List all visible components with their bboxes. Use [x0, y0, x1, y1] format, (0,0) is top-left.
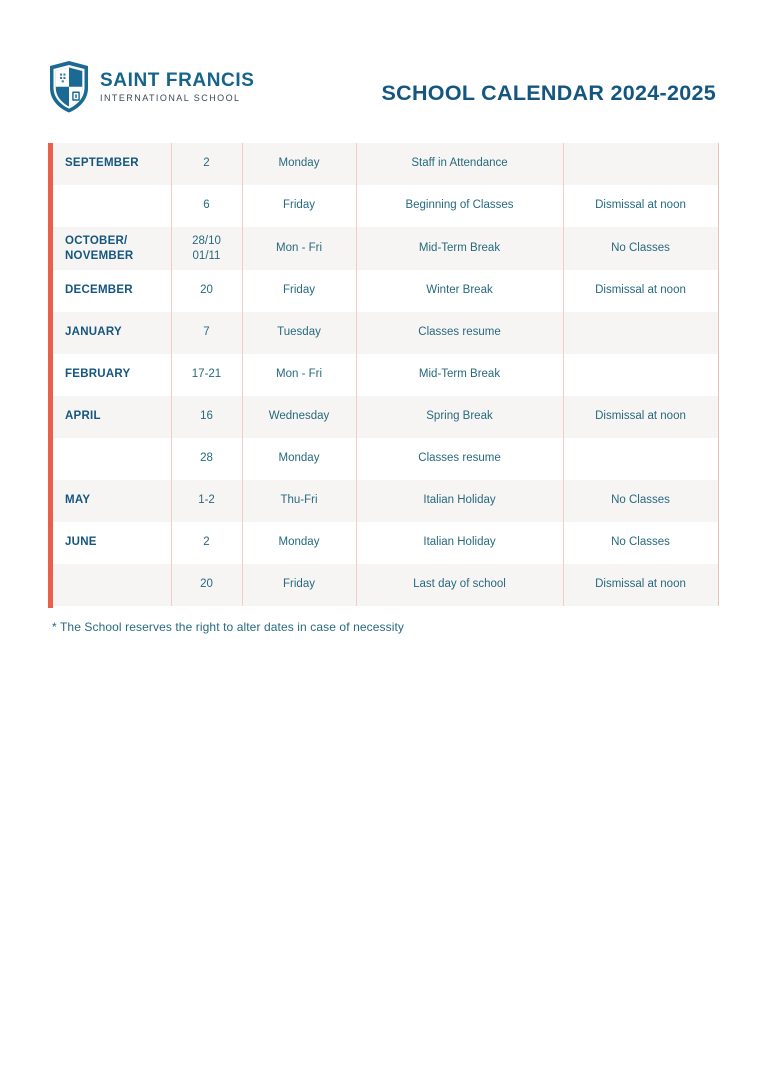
cell-note: No Classes [563, 227, 718, 270]
cell-event: Mid-Term Break [356, 227, 563, 270]
table-row [48, 438, 718, 480]
cell-month: DECEMBER [48, 270, 171, 312]
brand-name: SAINT FRANCIS [100, 69, 255, 91]
table-row [48, 185, 718, 227]
cell-month: APRIL [48, 396, 171, 438]
page-header [0, 0, 768, 135]
cell-date-line1: 28/10 [192, 234, 221, 247]
cell-month-line2: NOVEMBER [65, 249, 134, 262]
cell-note: No Classes [563, 480, 718, 522]
cell-note: Dismissal at noon [563, 185, 718, 227]
cell-note: Dismissal at noon [563, 396, 718, 438]
cell-date: 20 [171, 270, 242, 312]
cell-event: Beginning of Classes [356, 185, 563, 227]
cell-date: 7 [171, 312, 242, 354]
cell-month-line1: OCTOBER/ [65, 234, 128, 247]
cell-day: Thu-Fri [242, 480, 356, 522]
table-row [48, 312, 718, 354]
cell-event: Classes resume [356, 438, 563, 480]
cell-month [48, 185, 171, 227]
cell-date [171, 227, 242, 270]
table-row [48, 480, 718, 522]
cell-note [563, 312, 718, 354]
cell-note [563, 438, 718, 480]
cell-day: Friday [242, 564, 356, 606]
cell-event: Italian Holiday [356, 480, 563, 522]
cell-event: Mid-Term Break [356, 354, 563, 396]
cell-event: Winter Break [356, 270, 563, 312]
table-row [48, 522, 718, 564]
cell-date: 2 [171, 143, 242, 185]
cell-date: 6 [171, 185, 242, 227]
cell-date: 1-2 [171, 480, 242, 522]
cell-month [48, 564, 171, 606]
cell-event: Staff in Attendance [356, 143, 563, 185]
cell-month: SEPTEMBER [48, 143, 171, 185]
table-row [48, 143, 718, 185]
cell-note: Dismissal at noon [563, 564, 718, 606]
cell-month: JANUARY [48, 312, 171, 354]
calendar-table [48, 143, 719, 606]
cell-day: Wednesday [242, 396, 356, 438]
cell-month [48, 438, 171, 480]
cell-note [563, 354, 718, 396]
table-row [48, 564, 718, 606]
table-row [48, 227, 718, 270]
brand-lockup [48, 60, 255, 114]
cell-day: Friday [242, 270, 356, 312]
table-row [48, 270, 718, 312]
footnote-text: * The School reserves the right to alter dates in case of necessity [52, 620, 404, 634]
cell-day: Tuesday [242, 312, 356, 354]
cell-date: 17-21 [171, 354, 242, 396]
cell-date: 28 [171, 438, 242, 480]
cell-note: Dismissal at noon [563, 270, 718, 312]
cell-date: 20 [171, 564, 242, 606]
cell-note: No Classes [563, 522, 718, 564]
cell-month: FEBRUARY [48, 354, 171, 396]
table-accent-bar [48, 143, 53, 608]
cell-note [563, 143, 718, 185]
table-row [48, 396, 718, 438]
page-title: SCHOOL CALENDAR 2024-2025 [381, 81, 716, 105]
cell-month: MAY [48, 480, 171, 522]
cell-event: Last day of school [356, 564, 563, 606]
cell-event: Italian Holiday [356, 522, 563, 564]
cell-day: Monday [242, 438, 356, 480]
cell-date-line2: 01/11 [192, 249, 221, 262]
cell-event: Spring Break [356, 396, 563, 438]
cell-day: Monday [242, 143, 356, 185]
calendar-table-body [48, 143, 718, 606]
cell-date: 16 [171, 396, 242, 438]
cell-day: Friday [242, 185, 356, 227]
cell-day: Mon - Fri [242, 227, 356, 270]
cell-day: Monday [242, 522, 356, 564]
shield-crest-icon [48, 60, 90, 114]
table-row [48, 354, 718, 396]
cell-date: 2 [171, 522, 242, 564]
cell-month: JUNE [48, 522, 171, 564]
cell-event: Classes resume [356, 312, 563, 354]
brand-subtitle: INTERNATIONAL SCHOOL [100, 92, 241, 103]
cell-day: Mon - Fri [242, 354, 356, 396]
cell-month [48, 227, 171, 270]
